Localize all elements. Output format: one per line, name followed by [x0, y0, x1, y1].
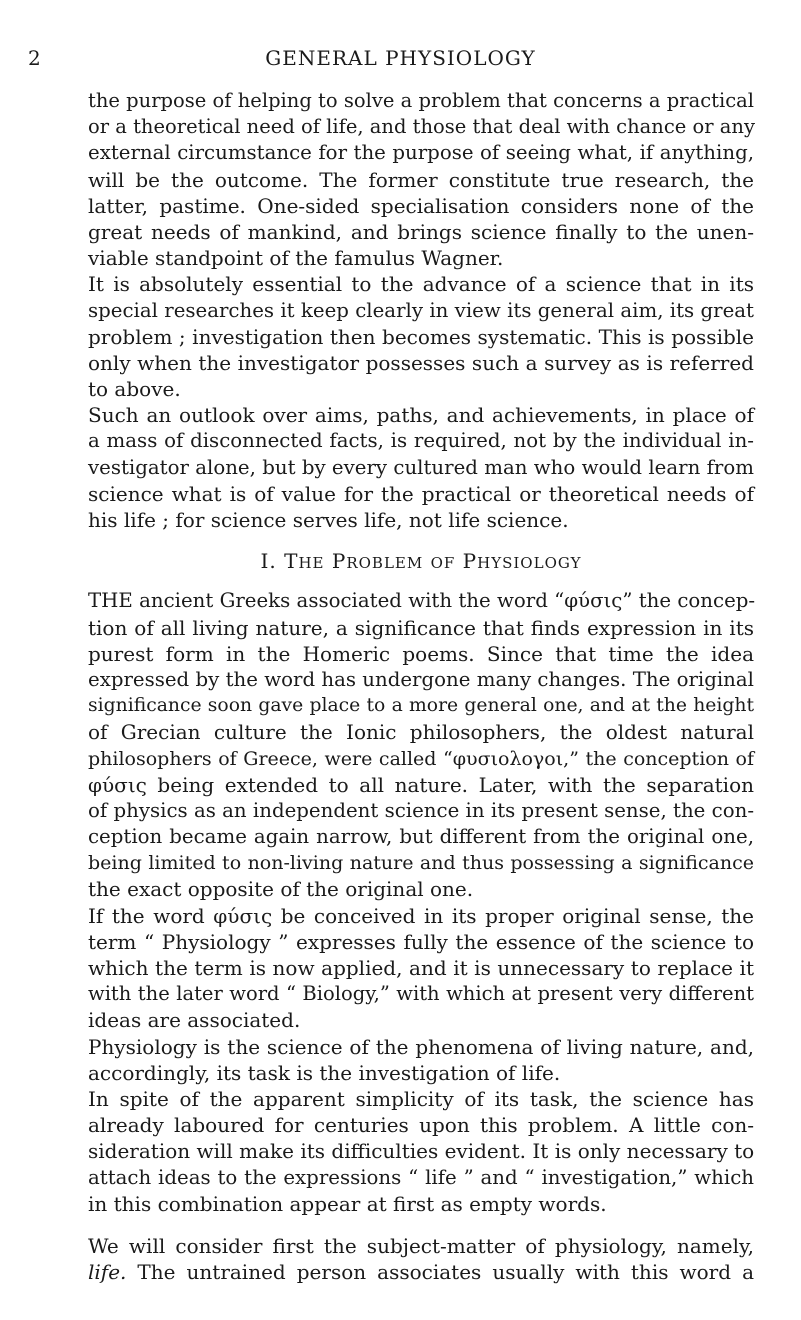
text-line: the exact opposite of the original one.: [88, 877, 474, 902]
paragraph: [88, 271, 754, 402]
text-line: It is absolutely essential to the advance of a science that in its: [88, 272, 754, 297]
running-head: GENERAL PHYSIOLOGY: [265, 46, 536, 70]
text-line: a mass of disconnected facts, is required, not by the individual in-: [88, 429, 754, 453]
text-line: latter, pastime. One-sided specialisation considers none of the: [88, 193, 754, 218]
paragraph: [88, 88, 754, 271]
heading-word: THE: [284, 549, 325, 574]
text-line: already laboured for centuries upon this problem. A little con-: [88, 1113, 754, 1138]
text-line: We will consider first the subject-matter of physiology, namely,: [88, 1233, 754, 1258]
text-line: viable standpoint of the famulus Wagner.: [88, 246, 504, 271]
text-line: of physics as an independent science in its present sense, the con-: [88, 798, 754, 822]
paragraph: [88, 1233, 754, 1285]
heading-word: PHYSIOLOGY: [462, 549, 582, 574]
text-line: special researches it keep clearly in view its general aim, its great: [88, 298, 754, 322]
text-line: philosophers of Greece, were called “φυσιολογοι,” the conception of: [88, 747, 754, 770]
text-line: significance soon gave place to a more general one, and at the height: [88, 695, 754, 717]
text-line: the purpose of helping to solve a problem that concerns a practical: [88, 89, 754, 112]
text-line: purest form in the Homeric poems. Since that time the idea: [88, 641, 754, 666]
paragraph-gap: [88, 1217, 754, 1233]
text-line: Physiology is the science of the phenomena of living nature, and,: [88, 1034, 754, 1059]
text-line: ception became again narrow, but different from the original one,: [88, 825, 754, 849]
text-line: which the term is now applied, and it is unnecessary to replace it: [88, 956, 754, 980]
text-line: Such an outlook over aims, paths, and achievements, in place of: [88, 403, 754, 428]
text-line: expressed by the word has undergone many changes. The original: [88, 667, 754, 691]
heading-word: OF: [430, 554, 456, 573]
text-line: will be the outcome. The former constitute true research, the: [88, 167, 754, 192]
text-line: attach ideas to the expressions “ life ” and “ investigation,” which: [88, 1165, 754, 1189]
text-line: of Grecian culture the Ionic philosophers, the oldest natural: [88, 720, 754, 745]
text-line: accordingly, its task is the investigation of life.: [88, 1060, 561, 1085]
text-line: external circumstance for the purpose of seeing what, if anything,: [88, 141, 754, 165]
text-line: his life ; for science serves life, not life science.: [88, 508, 569, 532]
italic-word: life.: [88, 1260, 127, 1285]
text-line: with the later word “ Biology,” with which at present very different: [88, 982, 754, 1006]
text-line: science what is of value for the practical or theoretical needs of: [88, 481, 754, 506]
text-line: great needs of mankind, and brings science finally to the unen-: [88, 219, 754, 244]
text-line: ideas are associated.: [88, 1008, 301, 1033]
text-line: In spite of the apparent simplicity of its task, the science has: [88, 1086, 754, 1111]
text-line: to above.: [88, 377, 181, 402]
text-line: If the word φύσις be conceived in its proper original sense, the: [88, 903, 754, 928]
section-heading: [88, 548, 754, 574]
paragraph: [88, 588, 754, 902]
text-line: only when the investigator possesses such a survey as is referred: [88, 350, 754, 375]
text-line: being limited to non-living nature and thus possessing a significance: [88, 852, 754, 875]
heading-numeral: I.: [260, 549, 277, 574]
text-line: THE ancient Greeks associated with the word “φύσις” the concep-: [88, 589, 756, 613]
text-line: or a theoretical need of life, and those that deal with chance or any: [88, 115, 755, 139]
paragraph: [88, 903, 754, 1034]
text-line: in this combination appear at first as empty words.: [88, 1191, 607, 1216]
text-line: vestigator alone, but by every cultured man who would learn from: [88, 455, 754, 479]
text-line: φύσις being extended to all nature. Later, with the separation: [88, 772, 754, 797]
text-line: problem ; investigation then becomes systematic. This is possible: [88, 324, 754, 349]
text-line: tion of all living nature, a significance that finds expression in its: [88, 615, 754, 640]
paragraph: [88, 1086, 754, 1217]
text-line: sideration will make its difficulties evident. It is only necessary to: [88, 1139, 755, 1164]
text-line: life. The untrained person associates usually with this word a: [88, 1260, 754, 1285]
body-text: [88, 88, 754, 1285]
paragraph: [88, 1034, 754, 1086]
heading-word: PROBLEM: [331, 549, 424, 574]
text-line: term “ Physiology ” expresses fully the essence of the science to: [88, 929, 754, 954]
paragraph: [88, 402, 754, 533]
page-number: 2: [28, 46, 41, 70]
